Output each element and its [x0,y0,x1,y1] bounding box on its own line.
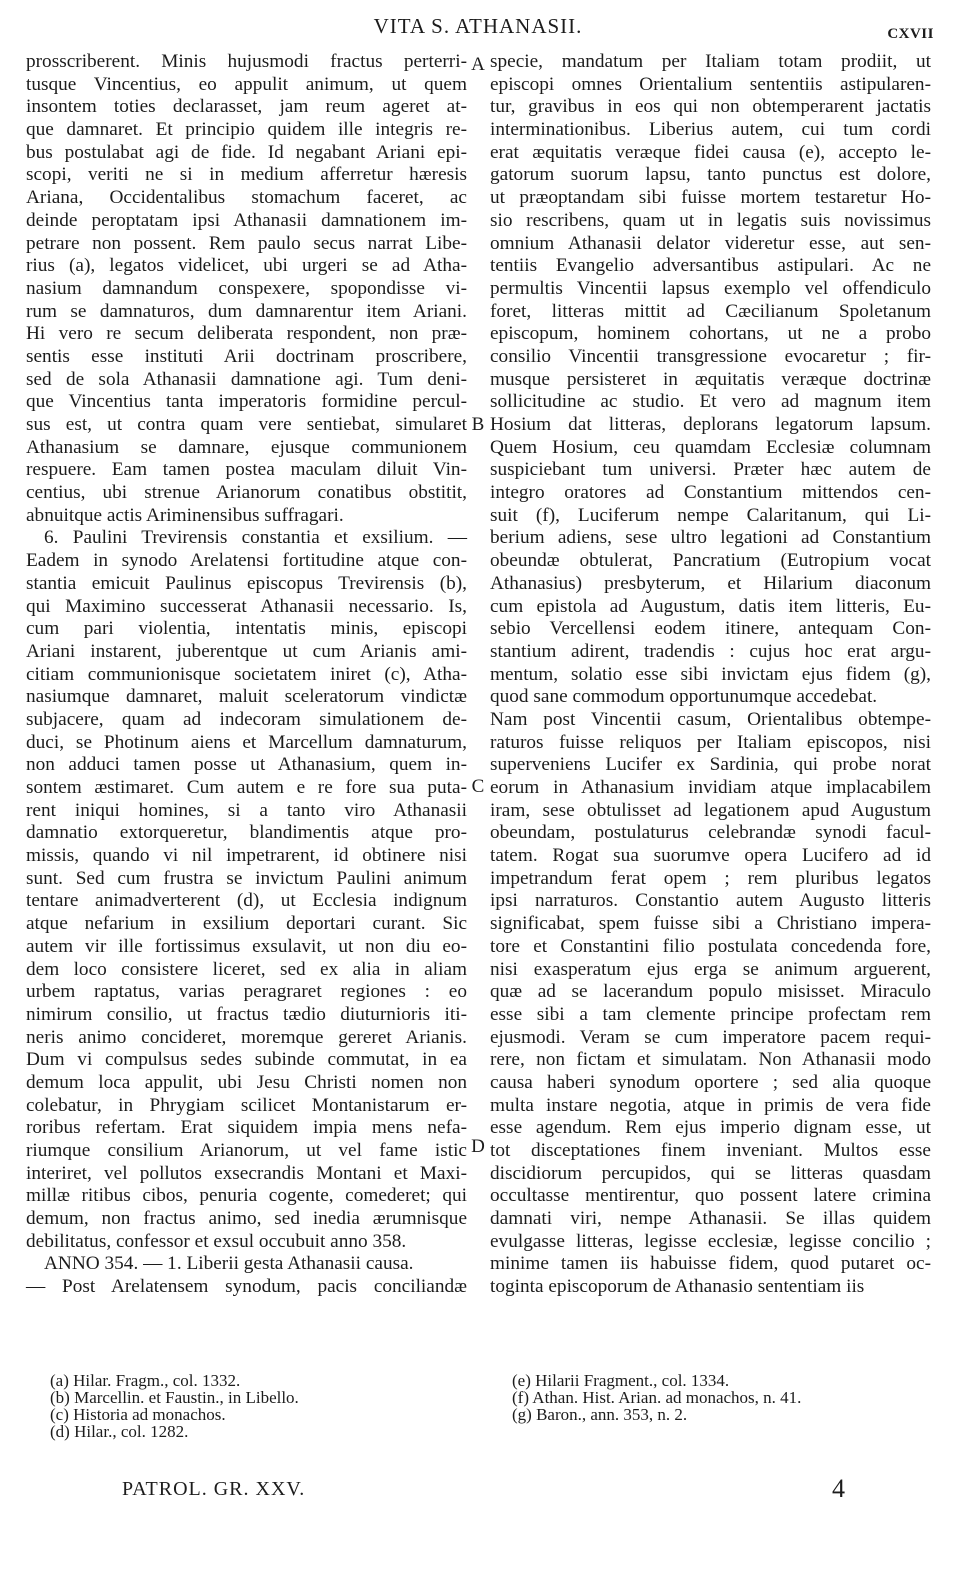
footnote-b: (b) Marcellin. et Faustin., in Libello. [50,1388,299,1407]
right-column-line: specie, mandatum per Italiam totam prodiit, ut [490,51,931,72]
right-column-line: obeundam, postulaturus celebrandæ synodi facul- [490,822,931,844]
right-column-line: esse agendum. Rem ejus imperio dignam esse, ut [490,1117,931,1139]
left-column-line: Eadem in synodo Arelatensi fortitudine atque con- [26,550,467,572]
left-column-line: bus postulabat agi de fide. Id negabant Ariani epi- [26,141,467,163]
right-column-line: iram, sese obtulisset ad legationem apud Augustum [490,799,931,821]
right-column-line: berium adiens, sese ultro legationi ad Constantium [490,527,931,549]
right-column-line: episcopum, hominem cohortans, ut ne a probo [490,323,931,345]
right-column-line: occultasse mentirentur, quo possent latere crimina [490,1185,931,1207]
left-column-line: citiam communionisque societatem iniret (c), Atha- [26,663,467,685]
right-column-line: erat æquitatis veræque fidei causa (e), accepto le- [490,141,931,163]
right-column-line: mentum, solatio esse sibi invictam ejus fidem (g), [490,663,931,685]
left-column-line: Hi vero re secum deliberata respondent, non præ- [26,323,467,345]
left-column-line: nasiumque damnaret, maluit sceleratorum vindictæ [26,686,467,708]
left-column [26,51,467,1299]
signature-mark: 4 [832,1474,845,1503]
right-column-line: rere, non fictam et simulatam. Non Athanasii modo [490,1049,931,1071]
left-column-line: Ariana, Occidentalibus stomachum faceret, ac [26,187,467,209]
left-column-line: insontem toties declarasset, jam reum ageret at- [26,96,467,118]
footnotes-right [512,1372,932,1423]
left-column-line: roribus refertam. Erat siquidem impia mens nefa- [26,1117,467,1139]
left-column-line: sontem æstimaret. Cum autem e re fore sua puta- [26,777,467,798]
right-column-line: musque persisteret in æquitatis veræque doctrinæ [490,368,931,390]
left-column-line: millæ ritibus cibos, penuria cogente, comederet; qui [26,1185,467,1207]
left-column-line: riumque consilium Arianorum, ut vel fame istic [26,1140,467,1161]
left-column-line: sed de sola Athanasii damnatione agi. Tum deni- [26,368,467,390]
right-column-line: tentiis Evangelio adversantibus astipulari. Ac ne [490,255,931,277]
right-column-line: suit (f), Luciferum nempe Calaritanum, qui Li- [490,504,931,526]
left-column-line: que damnaret. Et principio quidem ille integris re- [26,119,467,141]
margin-marker-c: C [471,776,485,797]
footnote-g: (g) Baron., ann. 353, n. 2. [512,1405,688,1424]
footnote-a: (a) Hilar. Fragm., col. 1332. [50,1371,241,1390]
right-column-line: integro oratores ad Constantium mittendos cen- [490,482,931,504]
right-column-line: consilio Vincentii transgressione evocaretur ; fir- [490,345,931,367]
right-column-line: Quem Hosium, ceu quamdam Ecclesiæ columnam [490,436,931,458]
left-column-line: sentis esse instituti Arii doctrinam proscribere, [26,345,467,367]
right-column-line: stantium adirent, tradendis : cujus hoc erat argu- [490,640,931,662]
left-column-line: nimirum consilio, ut fractus tædio diuturnioris iti- [26,1003,467,1025]
right-column-line: significabat, spem fuisse sibi a Christiano impera- [490,913,931,935]
left-column-line: duci, se Photinum aiens et Marcellum damnaturum, [26,731,467,753]
right-column-line: quæ ad se lacerandum populo misisset. Miraculo [490,981,931,1003]
left-column-line: prosscriberent. Minis hujusmodi fractus perterri- [26,51,467,72]
right-column-line: tatem. Rogat sua suorumve opera Lucifero ad id [490,845,931,867]
margin-marker-b: B [471,414,485,435]
left-column-line: scopi, veriti ne si in medium afferretur hæresis [26,164,467,186]
right-column-line: obeundæ obtulerat, Pancratium (Eutropium vocat [490,550,931,572]
series-footer: PATROL. GR. XXV. [122,1478,306,1500]
right-column-line: tore et Constantini filio postulata concedenda fore, [490,935,931,957]
right-column-line: ut præoptandam sibi fuisse mortem testaretur Ho- [490,187,931,209]
right-column-line: ipsi narraturos. Constantio autem Augusto litteris [490,890,931,912]
left-column-line: neris animo concideret, moremque gereret Arianis. [26,1026,467,1048]
left-column-line: cum pari violentia, intentatis minis, episcopi [26,618,467,640]
right-column [490,51,931,1299]
right-column-line: superveniens Lucifer ex Sardinia, qui probe norat [490,754,931,776]
left-column-line: centius, ubi strenue Arianorum conatibus obstitit, [26,482,467,504]
left-column-line: Dum vi compulsus sedes subinde commutat, in ea [26,1049,467,1071]
left-column-line: Athanasium se damnare, ejusque communionem [26,436,467,458]
right-column-line: quod sane commodum opportunumque accedebat. [490,686,878,708]
left-column-line: damnatio extorqueretur, blandimentis atque pro- [26,822,467,844]
right-column-line: multa instare negotia, atque in primis de vera fide [490,1094,931,1116]
margin-marker-d: D [471,1136,485,1157]
right-column-line: raturos fuisse reliquos per Italiam episcopos, nisi [490,731,931,753]
page-number: CXVII [887,26,934,42]
left-column-line: qui Maximino successerat Athanasii necessario. Is, [26,595,467,617]
right-column-line: ejusmodi. Veram se cum imperatore pacem requi- [490,1026,931,1048]
left-column-line: tentare animadverterent (d), ut Ecclesia indignum [26,890,467,912]
left-column-line: que Vincentius tanta imperatoris formidine percul- [26,391,467,413]
left-column-line: debilitatus, confessor et exsul occubuit anno 358. [26,1230,407,1252]
left-column-line: sus est, ut contra quam vere sentiebat, simularet [26,414,467,435]
right-column-line: interminationibus. Liberius autem, cui tum cordi [490,119,931,141]
right-column-line: permultis Vincentii lapsus exemplo vel offendiculo [490,277,931,299]
footnote-e: (e) Hilarii Fragment., col. 1334. [512,1371,730,1390]
right-column-line: discidiorum percupidos, qui se litteras quasdam [490,1162,931,1184]
right-column-line: tur, gravibus in eos qui non obtemperarent jactatis [490,96,931,118]
left-column-line: demum, non fractus animo, sed inedia ærumnisque [26,1208,467,1230]
running-title: VITA S. ATHANASII. [373,14,583,38]
right-column-line: minime tamen iis habuisse fidem, quod putaret oc- [490,1253,931,1275]
right-column-line: toginta episcoporum de Athanasio sententiam iis [490,1276,865,1298]
left-column-line: rius (a), legatos videlicet, ubi urgeri se ad Atha- [26,255,467,277]
left-column-line: petrare non possent. Rem paulo secus narrat Libe- [26,232,467,254]
margin-marker-a: A [471,54,485,75]
right-column-line: omnium Athanasii delator videretur esse, aut sen- [490,232,931,254]
right-column-line: sio rescribens, quam ut in legatis suis novissimus [490,209,931,231]
right-column-line: Hosium dat litteras, deplorans legatorum lapsum. [490,414,931,435]
right-column-line: evulgasse litteras, legisse ecclesiæ, legisse concilio ; [490,1230,931,1252]
footnotes-left [50,1372,470,1440]
left-column-line: atque nefarium in exsilium deportari curant. Sic [26,913,467,935]
left-column-line: nasium damnandum conspexere, spopondisse vi- [26,277,467,299]
right-column-line: episcopi omnes Orientalium sententiis astipularen- [490,73,931,95]
left-column-line: tusque Vincentius, eo appulit animum, ut quem [26,73,467,95]
left-column-line: 6. Paulini Trevirensis constantia et exsilium. — [44,527,467,549]
footnote-d: (d) Hilar., col. 1282. [50,1422,189,1441]
footnote-c: (c) Historia ad monachos. [50,1405,226,1424]
left-column-line: respuere. Eam tamen postea maculam diluit Vin- [26,459,467,481]
right-column-line: tot disceptationes finem inveniant. Multos esse [490,1140,931,1161]
left-column-line: — Post Arelatensem synodum, pacis conciliandæ [26,1276,467,1298]
left-column-line: interiret, vel pollutos exsecrandis Montani et Maxi- [26,1162,467,1184]
left-column-line: rum se damnaturos, dum damnarentur item Ariani. [26,300,467,322]
page-header [0,14,956,44]
right-column-line: sollicitudine ac studio. Et vero ad magnum item [490,391,931,413]
left-column-line: subjacere, quam ad indecoram simulationem de- [26,708,467,730]
left-column-line: non adduci tamen posse ut Athanasium, quem in- [26,754,467,776]
right-column-line: foret, litteras mittit ad Cæcilianum Spoletanum [490,300,931,322]
right-column-line: Athanasius) presbyterum, et Hilarium diaconum [490,572,931,594]
left-column-line: urbem raptatus, varias peragraret regiones : eo [26,981,467,1003]
right-column-line: causa haberi synodum oportere ; sed alia quoque [490,1071,931,1093]
left-column-line: colebatur, in Phrygiam scilicet Montanistarum er- [26,1094,467,1116]
right-column-line: nisi exasperatum ejus erga se animum arguerent, [490,958,931,980]
right-column-line: sebio Vercellensi eodem itinere, antequam Con- [490,618,931,640]
footnote-f: (f) Athan. Hist. Arian. ad monachos, n. 41. [512,1388,802,1407]
right-column-line: damnati viri, nempe Athanasii. Se illas quidem [490,1208,931,1230]
right-column-line: esse sibi a tam clemente principe profectam rem [490,1003,931,1025]
right-column-line: suspiciebant tum universi. Præter hæc autem de [490,459,931,481]
left-column-line: demum loca appulit, ubi Jesu Christi nomen non [26,1071,467,1093]
right-column-line: gatorum suorum lapsu, tanto punctus est dolore, [490,164,931,186]
left-column-line: abnuitque actis Ariminensibus suffragari. [26,504,344,526]
left-column-line: sunt. Sed cum frustra se invictum Paulini animum [26,867,467,889]
left-column-line: autem vir ille fortissimus exsulavit, ut non diu eo- [26,935,467,957]
left-column-line: missis, quando vi nil impetrarent, id obtinere nisi [26,845,467,867]
left-column-line: stantia emicuit Paulinus episcopus Trevirensis (b), [26,572,467,594]
left-column-line: deinde peroptatam ipsi Athanasii damnationem im- [26,209,467,231]
right-column-line: impetrandum ferat opem ; rem pluribus legatos [490,867,931,889]
left-column-line: dem loco consistere liceret, sed ex alia in aliam [26,958,467,980]
right-column-line: eorum in Athanasium invidiam atque implacabilem [490,777,931,798]
right-column-line: Nam post Vincentii casum, Orientalibus obtempe- [490,708,931,730]
left-column-line: Ariani instarent, juberentque ut cum Arianis ami- [26,640,467,662]
left-column-line: rent iniqui homines, si a tanto viro Athanasii [26,799,467,821]
right-column-line: cum epistola ad Augustum, datis item litteris, Eu- [490,595,931,617]
left-column-line: ANNO 354. — 1. Liberii gesta Athanasii causa. [44,1253,414,1275]
